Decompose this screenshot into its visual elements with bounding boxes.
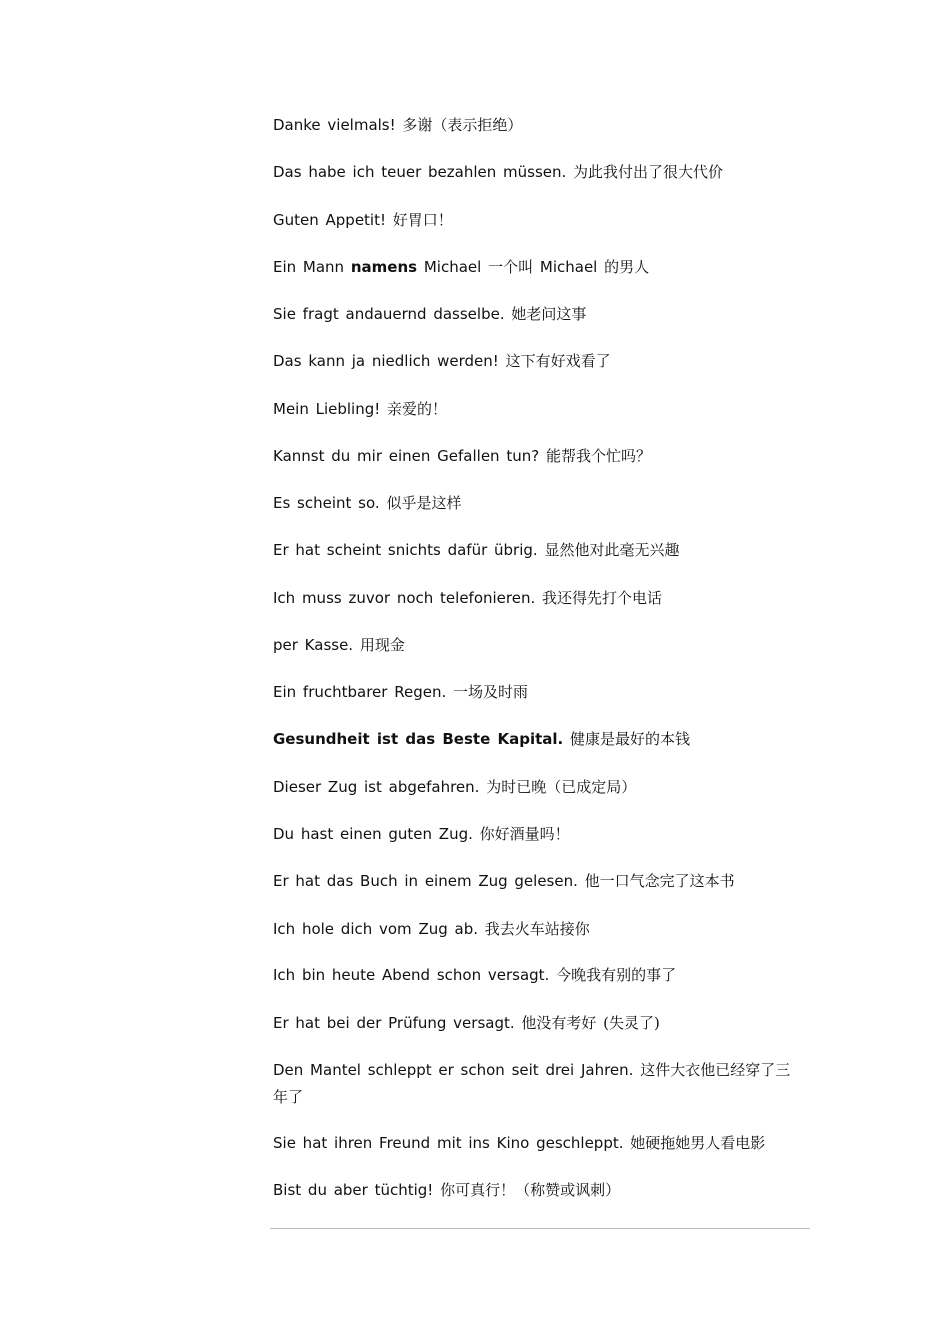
german-text: Ich muss zuvor noch telefonieren. xyxy=(273,589,536,607)
chinese-text: 用现金 xyxy=(359,636,405,654)
german-text: Dieser Zug ist abgefahren. xyxy=(273,778,480,796)
phrase-line xyxy=(273,1010,803,1037)
phrase-line xyxy=(273,868,803,895)
phrase-line xyxy=(273,1177,803,1204)
german-text: Ein fruchtbarer Regen. xyxy=(273,683,447,701)
phrase-line xyxy=(273,1057,803,1111)
german-text: Kannst du mir einen Gefallen tun? xyxy=(273,447,540,465)
chinese-text: 多谢（表示拒绝） xyxy=(402,116,523,134)
chinese-text: 显然他对此毫无兴趣 xyxy=(544,541,680,559)
phrase-line xyxy=(273,301,803,328)
german-text: Es scheint so. xyxy=(273,494,380,512)
chinese-text: 她老问这事 xyxy=(511,305,587,323)
german-text: Das kann ja niedlich werden! xyxy=(273,352,499,370)
german-text: Danke vielmals! xyxy=(273,116,396,134)
german-text: Du hast einen guten Zug. xyxy=(273,825,473,843)
phrase-line xyxy=(273,632,803,659)
chinese-text: 他一口气念完了这本书 xyxy=(584,872,735,890)
german-text: Michael xyxy=(539,258,598,276)
phrase-line xyxy=(273,679,803,706)
german-text: Er hat scheint snichts dafür übrig. xyxy=(273,541,538,559)
phrase-line xyxy=(273,821,803,848)
phrase-line xyxy=(273,254,803,281)
german-text: Er hat bei der Prüfung versagt. xyxy=(273,1014,515,1032)
phrase-line xyxy=(273,396,803,423)
german-text: Ich hole dich vom Zug ab. xyxy=(273,920,478,938)
chinese-text: 他没有考好 (失灵了) xyxy=(521,1014,660,1032)
german-text: Das habe ich teuer bezahlen müssen. xyxy=(273,163,567,181)
german-text: Mein Liebling! xyxy=(273,400,381,418)
phrase-line xyxy=(273,348,803,375)
chinese-text: 为此我付出了很大代价 xyxy=(573,163,724,181)
chinese-text: 能帮我个忙吗？ xyxy=(545,447,651,465)
phrase-line xyxy=(273,490,803,517)
german-text: Michael xyxy=(423,258,482,276)
phrase-line xyxy=(273,726,803,753)
chinese-text: 你可真行！（称赞或讽刺） xyxy=(440,1181,621,1199)
german-text: Er hat das Buch in einem Zug gelesen. xyxy=(273,872,578,890)
phrase-line xyxy=(273,774,803,801)
german-text: Guten Appetit! xyxy=(273,211,386,229)
german-text: Bist du aber tüchtig! xyxy=(273,1181,434,1199)
chinese-text: 我还得先打个电话 xyxy=(542,589,663,607)
phrase-line xyxy=(273,1130,803,1157)
chinese-text: 你好酒量吗！ xyxy=(479,825,570,843)
german-text: Sie hat ihren Freund mit ins Kino geschleppt. xyxy=(273,1134,624,1152)
chinese-text: 健康是最好的本钱 xyxy=(570,730,691,748)
chinese-text: 这下有好戏看了 xyxy=(505,352,611,370)
chinese-text: 似乎是这样 xyxy=(386,494,462,512)
german-text: Ich bin heute Abend schon versagt. xyxy=(273,966,550,984)
chinese-text: 好胃口！ xyxy=(392,211,453,229)
chinese-text: 我去火车站接你 xyxy=(484,920,590,938)
phrase-line xyxy=(273,443,803,470)
phrase-line xyxy=(273,537,803,564)
page-bottom-rule xyxy=(270,1228,810,1229)
chinese-text: 一场及时雨 xyxy=(453,683,529,701)
chinese-text: 一个叫 xyxy=(488,258,534,276)
phrase-line xyxy=(273,962,803,989)
phrase-line xyxy=(273,207,803,234)
chinese-text: 今晚我有别的事了 xyxy=(556,966,677,984)
german-text-bold: namens xyxy=(350,258,418,276)
german-text-bold: Gesundheit ist das Beste Kapital. xyxy=(273,730,564,748)
phrase-line xyxy=(273,585,803,612)
phrase-line xyxy=(273,916,803,943)
phrase-line xyxy=(273,112,803,139)
german-text: Den Mantel schleppt er schon seit drei Jahren. xyxy=(273,1061,634,1079)
german-text: Ein Mann xyxy=(273,258,345,276)
phrase-line xyxy=(273,159,803,186)
chinese-text: 亲爱的！ xyxy=(387,400,448,418)
chinese-text: 的男人 xyxy=(604,258,650,276)
german-text: Sie fragt andauernd dasselbe. xyxy=(273,305,505,323)
german-text: per Kasse. xyxy=(273,636,354,654)
chinese-text: 她硬拖她男人看电影 xyxy=(630,1134,766,1152)
chinese-text: 为时已晚（已成定局） xyxy=(486,778,637,796)
chinese-text: 这件大衣他已经穿了三年了 xyxy=(273,1061,791,1106)
